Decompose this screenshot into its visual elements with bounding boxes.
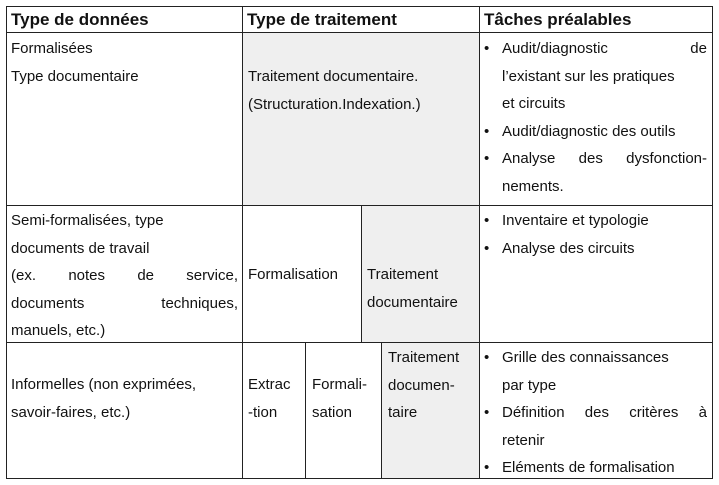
task-line: retenir [502, 431, 545, 449]
header-treatment-type: Type de traitement [242, 6, 480, 33]
row3-treatment-c-line: taire [388, 404, 418, 421]
row2-task-item [480, 207, 712, 235]
task-line: • Audit/diagnostic des outils [502, 122, 676, 140]
row3-data-type-cell [6, 342, 243, 479]
task-line: • Analyse des circuits [502, 239, 635, 257]
data-treatment-table [6, 6, 713, 479]
task-line: et circuits [502, 95, 566, 112]
task-line: l’existant sur les pratiques [502, 67, 675, 85]
row1-task-item [480, 35, 712, 118]
task-line: par type [502, 376, 557, 394]
row1-data-type-cell [6, 32, 243, 206]
row2-document-treatment-cell [361, 205, 480, 343]
row3-document-treatment-cell [381, 342, 480, 479]
row1-data-type-line: Type documentaire [11, 67, 139, 85]
row2-data-type-cell [6, 205, 243, 343]
row2-treatment-a-line: Formalisation [248, 266, 339, 283]
row3-treatment-a-line: Extrac [248, 376, 291, 393]
row2-data-type-line: documents techniques, [11, 294, 238, 312]
row3-treatment-c-line: documen- [388, 376, 455, 394]
row2-data-type-line: Semi-formalisées, type [11, 212, 164, 229]
row3-data-type-line: savoir-faires, etc.) [11, 403, 131, 421]
task-line: • Audit/diagnostic de [502, 40, 707, 57]
task-line: • Définition des critères à [502, 404, 707, 421]
row1-tasks-cell [479, 32, 713, 206]
row2-task-item [480, 235, 712, 263]
row2-data-type-line: manuels, etc.) [11, 322, 106, 339]
row3-task-item [480, 454, 712, 479]
header-prerequisite-tasks: Tâches préalables [479, 6, 713, 33]
row3-tasks-cell [479, 342, 713, 479]
row2-tasks-cell [479, 205, 713, 343]
row1-task-item [480, 145, 712, 200]
row3-extraction-cell [242, 342, 306, 479]
row3-treatment-b-line: Formali- [312, 376, 367, 393]
row2-treatment-b-line: documentaire [367, 293, 458, 311]
row2-data-type-line: documents de travail [11, 239, 150, 257]
row2-data-type-line: (ex. notes de service, [11, 267, 238, 284]
row2-treatment-b-line: Traitement [367, 266, 439, 283]
row1-treatment-line: Traitement documentaire. [248, 68, 419, 85]
task-line: • Grille des connaissances [502, 349, 669, 366]
row3-formalisation-cell [305, 342, 382, 479]
row1-treatment-line: (Structuration.Indexation.) [248, 95, 421, 113]
row2-formalisation-cell [242, 205, 362, 343]
row3-treatment-b-line: sation [312, 403, 353, 421]
row1-task-item [480, 118, 712, 146]
task-line: nements. [502, 177, 564, 195]
task-line: • Eléments de formalisation [502, 459, 675, 476]
row1-treatment-cell [242, 32, 480, 206]
header-data-type: Type de données [6, 6, 243, 33]
row3-treatment-a-line: -tion [248, 403, 278, 421]
row3-task-item [480, 399, 712, 454]
row3-data-type-line: Informelles (non exprimées, [11, 376, 197, 393]
row3-task-item [480, 344, 712, 399]
row1-data-type-line: Formalisées [11, 40, 93, 57]
row3-treatment-c-line: Traitement [388, 349, 460, 366]
task-line: • Inventaire et typologie [502, 212, 649, 229]
task-line: • Analyse des dysfonction- [502, 150, 707, 167]
